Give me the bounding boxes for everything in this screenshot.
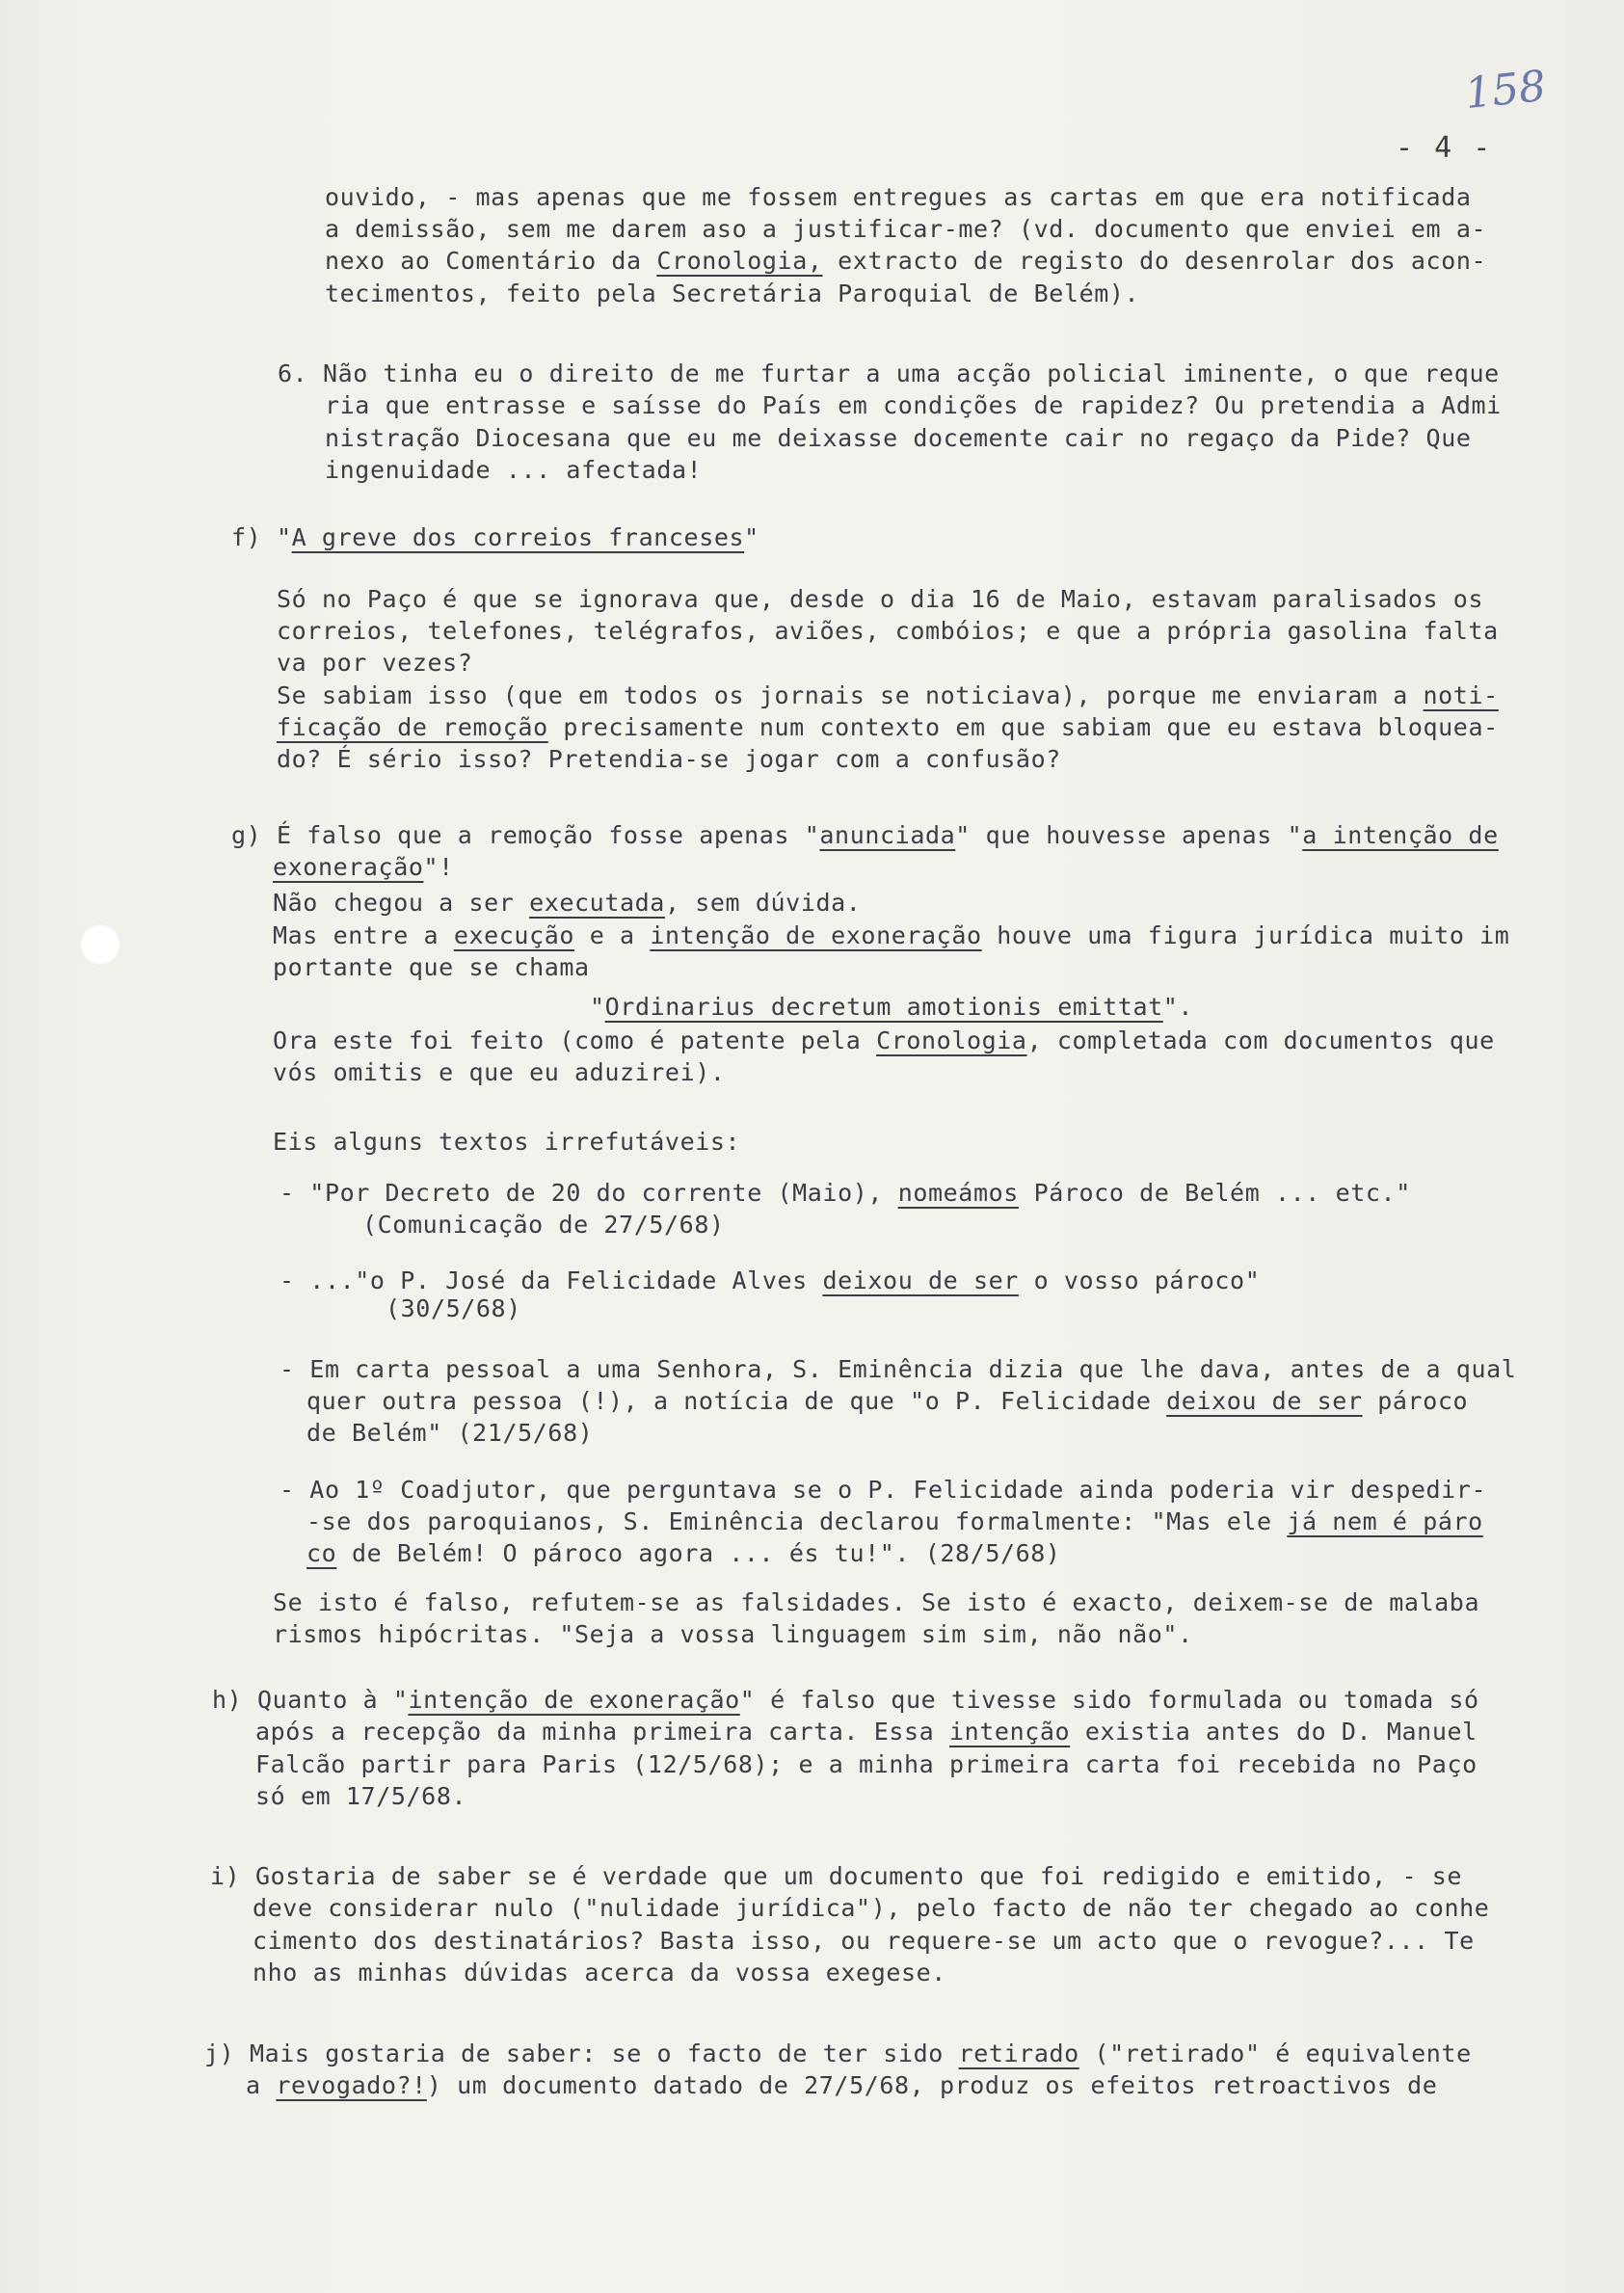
text-line: [253, 1927, 1475, 1956]
text-segment: Se isto é falso, refutem-se as falsidades. Se isto é exacto, deixem-se de malaba: [273, 1588, 1480, 1616]
text-line: [255, 1782, 466, 1811]
text-segment: ingenuidade ... afectada!: [325, 456, 703, 484]
underlined-text: retirado: [958, 2040, 1079, 2067]
text-segment: existia antes do D. Manuel: [1070, 1718, 1478, 1746]
text-line: [325, 183, 1472, 212]
text-segment: houve uma figura jurídica muito im: [981, 921, 1510, 949]
underlined-text: intenção de exoneração: [408, 1686, 740, 1714]
text-segment: de Belém" (21/5/68): [306, 1419, 594, 1447]
text-line: [277, 585, 1483, 614]
text-line: [325, 247, 1486, 276]
underlined-text: intenção: [948, 1718, 1071, 1746]
underlined-text: co: [306, 1539, 337, 1567]
underlined-text: anunciada: [819, 821, 956, 849]
text-segment: e a: [574, 921, 651, 949]
text-segment: do? É sério isso? Pretendia-se jogar com a confusão?: [277, 745, 1061, 773]
text-line: [273, 1588, 1479, 1617]
text-segment: " que houvesse apenas ": [955, 821, 1303, 849]
text-segment: a: [246, 2071, 277, 2099]
text-line: [277, 713, 1499, 742]
text-line: [280, 1476, 1486, 1505]
text-line: [273, 953, 590, 982]
text-segment: - Em carta pessoal a uma Senhora, S. Eminência dizia que lhe dava, antes de a qual: [280, 1355, 1517, 1383]
text-segment: Mas entre a: [273, 921, 454, 949]
text-line: [204, 2040, 1472, 2068]
text-segment: portante que se chama: [273, 953, 590, 981]
text-segment: Falcão partir para Paris (12/5/68); e a minha primeira carta foi recebida no Paço: [255, 1750, 1478, 1778]
text-line: [231, 821, 1499, 850]
text-line: [212, 1686, 1479, 1715]
text-segment: (30/5/68): [386, 1294, 521, 1322]
text-line: [253, 1959, 946, 1987]
underlined-text: executada: [529, 889, 665, 917]
text-segment: Só no Paço é que se ignorava que, desde o dia 16 de Maio, estavam paralisados os: [277, 585, 1484, 613]
text-line: [306, 1539, 1061, 1568]
underlined-text: Cronologia,: [656, 247, 823, 275]
underlined-text: execução: [453, 921, 575, 949]
text-line: [231, 523, 759, 552]
text-line: [306, 1419, 593, 1448]
text-line: [273, 1620, 1193, 1649]
text-segment: ": [744, 523, 759, 551]
text-line: [278, 360, 1500, 388]
text-segment: de Belém! O pároco agora ... és tu!". (28/5/68): [336, 1539, 1061, 1567]
text-line: [273, 1027, 1495, 1055]
text-segment: Eis alguns textos irrefutáveis:: [273, 1128, 741, 1156]
text-segment: f) ": [231, 523, 292, 551]
text-line: [273, 853, 454, 882]
text-line: [255, 1718, 1478, 1746]
text-segment: nho as minhas dúvidas acerca da vossa exegese.: [253, 1959, 946, 1986]
underlined-text: ficação de remoção: [277, 713, 548, 741]
text-segment: após a recepção da minha primeira carta. Essa: [255, 1718, 949, 1746]
text-segment: nexo ao Comentário da: [325, 247, 657, 275]
text-line: [325, 456, 702, 485]
text-segment: só em 17/5/68.: [255, 1782, 467, 1810]
underlined-text: a intenção de: [1302, 821, 1499, 849]
text-segment: va por vezes?: [277, 649, 473, 677]
text-segment: a demissão, sem me darem aso a justificar-me? (vd. documento que enviei em a-: [325, 215, 1487, 243]
text-segment: quer outra pessoa (!), a notícia de que "o P. Felicidade: [306, 1387, 1167, 1415]
underlined-text: exoneração: [273, 853, 424, 881]
text-line: [277, 649, 472, 678]
text-line: [306, 1507, 1483, 1536]
text-line: [210, 1862, 1462, 1891]
text-segment: -se dos paroquianos, S. Eminência declarou formalmente: "Mas ele: [306, 1507, 1288, 1535]
text-segment: j) Mais gostaria de saber: se o facto de ter sido: [204, 2040, 959, 2067]
text-segment: extracto de registo do desenrolar dos acon-: [822, 247, 1487, 275]
text-segment: ("retirado" é equivalente: [1078, 2040, 1472, 2067]
text-segment: h) Quanto à ": [212, 1686, 409, 1714]
text-line: [280, 1355, 1516, 1384]
underlined-text: já nem é páro: [1287, 1507, 1483, 1535]
text-segment: ".: [1162, 993, 1194, 1021]
folio-number: 158: [1462, 61, 1549, 120]
text-line: [253, 1894, 1489, 1923]
text-line: [325, 424, 1472, 453]
text-line: [246, 2071, 1437, 2100]
text-segment: ria que entrasse e saísse do País em condições de rapidez? Ou pretendia a Admi: [325, 391, 1502, 419]
text-line: [325, 215, 1486, 244]
text-segment: precisamente num contexto em que sabiam que eu estava bloquea-: [547, 713, 1499, 741]
text-line: [386, 1294, 521, 1323]
text-segment: nistração Diocesana que eu me deixasse docemente cair no regaço da Pide? Que: [325, 424, 1472, 452]
text-segment: cimento dos destinatários? Basta isso, ou requere-se um acto que o revogue?... Te: [253, 1927, 1475, 1955]
text-segment: " é falso que tivesse sido formulada ou tomada só: [739, 1686, 1479, 1714]
text-line: [280, 1266, 1260, 1295]
text-line: [277, 681, 1499, 710]
text-segment: pároco: [1362, 1387, 1469, 1415]
text-segment: tecimentos, feito pela Secretária Paroquial de Belém).: [325, 280, 1140, 307]
text-line: [306, 1387, 1468, 1416]
text-segment: Se sabiam isso (que em todos os jornais se noticiava), porque me enviaram a: [277, 681, 1424, 709]
underlined-text: intenção de exoneração: [650, 921, 982, 949]
text-segment: Ora este foi feito (como é patente pela: [273, 1027, 877, 1054]
text-line: [277, 617, 1499, 646]
text-segment: o vosso pároco": [1018, 1266, 1261, 1294]
text-line: [255, 1750, 1478, 1779]
text-segment: , completada com documentos que: [1026, 1027, 1495, 1054]
text-segment: ouvido, - mas apenas que me fossem entregues as cartas em que era notificada: [325, 183, 1472, 211]
text-segment: i) Gostaria de saber se é verdade que um documento que foi redigido e emitido, - se: [210, 1862, 1463, 1890]
text-line: [590, 993, 1193, 1022]
text-segment: ) um documento datado de 27/5/68, produz os efeitos retroactivos de: [426, 2071, 1438, 2099]
text-line: [325, 280, 1139, 308]
text-segment: correios, telefones, telégrafos, aviões, combóios; e que a própria gasolina falta: [277, 617, 1499, 645]
text-segment: , sem dúvida.: [664, 889, 862, 917]
text-segment: 6. Não tinha eu o direito de me furtar a uma acção policial iminente, o que reque: [278, 360, 1500, 387]
text-segment: ": [590, 993, 605, 1021]
text-line: [277, 745, 1061, 774]
text-segment: vós omitis e que eu aduzirei).: [273, 1058, 726, 1086]
underlined-text: deixou de ser: [822, 1266, 1019, 1294]
page-number: - 4 -: [1396, 131, 1493, 165]
text-segment: Não chegou a ser: [273, 889, 530, 917]
punch-hole: [79, 923, 121, 966]
underlined-text: revogado?!: [276, 2071, 427, 2099]
text-segment: (Comunicação de 27/5/68): [362, 1211, 725, 1239]
text-segment: "!: [423, 853, 454, 881]
text-line: [273, 921, 1509, 950]
underlined-text: Cronologia: [876, 1027, 1027, 1054]
underlined-text: A greve dos correios franceses: [291, 523, 745, 551]
underlined-text: nomeámos: [897, 1179, 1019, 1207]
text-line: [273, 1058, 726, 1087]
text-segment: Pároco de Belém ... etc.": [1018, 1179, 1411, 1207]
text-line: [280, 1179, 1411, 1208]
text-segment: - "Por Decreto de 20 do corrente (Maio),: [280, 1179, 898, 1207]
text-line: [362, 1211, 725, 1240]
text-segment: deve considerar nulo ("nulidade jurídica"), pelo facto de não ter chegado ao conhe: [253, 1894, 1490, 1922]
text-segment: rismos hipócritas. "Seja a vossa linguagem sim sim, não não".: [273, 1620, 1193, 1648]
text-segment: - ..."o P. José da Felicidade Alves: [280, 1266, 823, 1294]
underlined-text: noti-: [1423, 681, 1499, 709]
text-segment: g) É falso que a remoção fosse apenas ": [231, 821, 820, 849]
text-line: [273, 1128, 740, 1157]
text-line: [325, 391, 1502, 420]
underlined-text: deixou de ser: [1166, 1387, 1363, 1415]
text-line: [273, 889, 861, 918]
underlined-text: Ordinarius decretum amotionis emittat: [604, 993, 1163, 1021]
text-segment: - Ao 1º Coadjutor, que perguntava se o P. Felicidade ainda poderia vir despedir-: [280, 1476, 1487, 1504]
